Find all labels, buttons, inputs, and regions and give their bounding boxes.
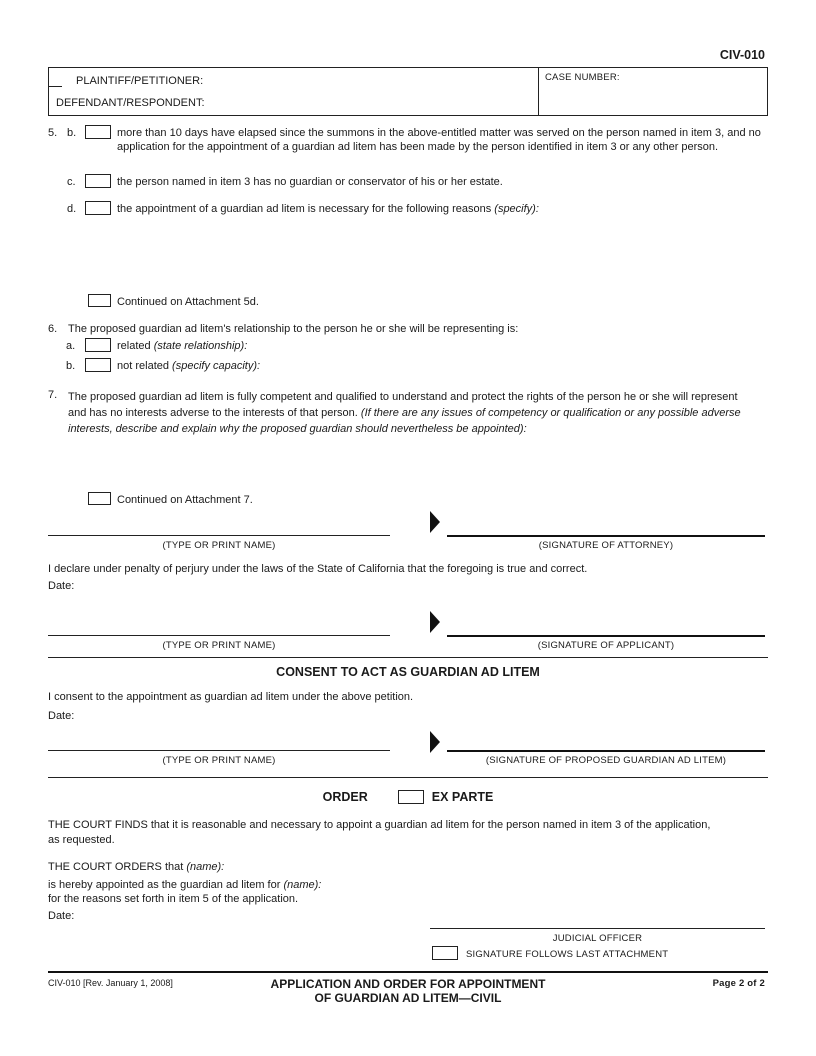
- item5c-letter: c.: [67, 176, 76, 188]
- item6a-text-specify: (state relationship):: [153, 340, 248, 352]
- consent-heading: CONSENT TO ACT AS GUARDIAN AD LITEM: [276, 665, 540, 679]
- item7-text-specify: (If there are any issues of competency or qualification or any possible adverse interests, describe and explain why the proposed guardian should nevertheless be appointed):: [68, 407, 741, 435]
- item6a-text: [117, 340, 247, 352]
- item6-number: 6.: [48, 323, 58, 335]
- caption-box-divider: [538, 68, 539, 115]
- signature-arrow-icon: [430, 731, 440, 753]
- judicial-officer-label: JUDICIAL OFFICER: [552, 933, 643, 944]
- sig2-sig-label: (SIGNATURE OF APPLICANT): [537, 640, 675, 651]
- item5d-text-normal: the appointment of a guardian ad litem is necessary for the following reasons: [117, 203, 495, 215]
- applicant-name-line[interactable]: [48, 635, 390, 636]
- item7-text: [68, 389, 744, 437]
- guardian-name-line[interactable]: [48, 750, 390, 751]
- sig2-name-label: (TYPE OR PRINT NAME): [162, 640, 276, 651]
- checkbox-6a[interactable]: [85, 338, 111, 352]
- perjury-declaration: I declare under penalty of perjury under the laws of the State of California that the foregoing is true and correct.: [48, 563, 588, 575]
- order-heading: ORDER: [322, 790, 368, 804]
- footer-divider: [48, 971, 768, 973]
- caption-box: [48, 67, 768, 116]
- item5b-letter: b.: [67, 127, 77, 139]
- item7-text-normal: The proposed guardian ad litem is fully competent and qualified to understand and protect the rights of the person he or she will represent and has no interests adverse to the interests of that person.: [68, 391, 738, 419]
- item5d-letter: d.: [67, 203, 77, 215]
- attorney-name-line[interactable]: [48, 535, 390, 536]
- case-number-label: CASE NUMBER:: [545, 72, 620, 83]
- ex-parte-label: EX PARTE: [431, 790, 494, 804]
- date-label-2: Date:: [48, 710, 75, 722]
- signature-follows-label: SIGNATURE FOLLOWS LAST ATTACHMENT: [466, 949, 669, 960]
- date-field-1[interactable]: [48, 580, 74, 592]
- item6-intro: The proposed guardian ad litem's relationship to the person he or she will be representing is:: [68, 323, 519, 335]
- appointed-name: (name):: [283, 879, 322, 891]
- sig3-name-label: (TYPE OR PRINT NAME): [162, 755, 276, 766]
- checkbox-6b[interactable]: [85, 358, 111, 372]
- judicial-officer-signature-line[interactable]: [430, 928, 765, 929]
- checkbox-5b[interactable]: [85, 125, 111, 139]
- date-field-3[interactable]: [48, 910, 74, 922]
- sig1-sig-label: (SIGNATURE OF ATTORNEY): [538, 540, 674, 551]
- footer-revision: CIV-010 [Rev. January 1, 2008]: [48, 978, 173, 988]
- item6a-letter: a.: [66, 340, 76, 352]
- item5b-text: more than 10 days have elapsed since the summons in the above-entitled matter was served on the person named in item 3, and no application for the appointment of a guardian ad litem has been made by the person identified in item 3 or any other person.: [117, 127, 761, 153]
- item6b-text-normal: not related: [117, 360, 173, 372]
- appointed-prefix: is hereby appointed as the guardian ad litem for: [48, 879, 284, 891]
- signature-arrow-icon: [430, 511, 440, 533]
- item5-number: 5.: [48, 127, 58, 139]
- checkbox-5d[interactable]: [85, 201, 111, 215]
- date-label-3: Date:: [48, 910, 75, 922]
- plaintiff-field[interactable]: [76, 75, 203, 87]
- court-orders-prefix: THE COURT ORDERS that: [48, 861, 187, 873]
- court-finds-text: THE COURT FINDS that it is reasonable and necessary to appoint a guardian ad litem for the person named in item 3 of the application, as requested.: [48, 819, 711, 846]
- checkbox-signature-follows[interactable]: [432, 946, 458, 960]
- item5d-text: [117, 203, 761, 215]
- date-field-2[interactable]: [48, 710, 74, 722]
- plaintiff-label: PLAINTIFF/PETITIONER:: [76, 75, 204, 87]
- applicant-signature-line[interactable]: [447, 635, 765, 637]
- item6b-text: [117, 360, 260, 372]
- defendant-field[interactable]: [56, 97, 205, 109]
- court-orders-name: (name):: [186, 861, 225, 873]
- footer-page-number: Page 2 of 2: [712, 978, 765, 989]
- caption-bracket-mark: [49, 86, 62, 87]
- item5d-text-specify: (specify):: [494, 203, 539, 215]
- footer-title-line1: APPLICATION AND ORDER FOR APPOINTMENT: [270, 977, 546, 991]
- attachment-5d-label: Continued on Attachment 5d.: [117, 296, 259, 308]
- attorney-signature-line[interactable]: [447, 535, 765, 537]
- consent-section-divider: [48, 657, 768, 658]
- case-number-field[interactable]: [545, 72, 763, 83]
- item5c-text: the person named in item 3 has no guardian or conservator of his or her estate.: [117, 176, 503, 188]
- court-orders-line: [48, 861, 224, 873]
- order-section-divider: [48, 777, 768, 778]
- defendant-label: DEFENDANT/RESPONDENT:: [56, 97, 205, 109]
- checkbox-attachment-7[interactable]: [88, 492, 111, 505]
- checkbox-attachment-5d[interactable]: [88, 294, 111, 307]
- footer-title: [208, 978, 608, 1005]
- order-heading-row: [0, 790, 816, 804]
- sig1-name-label: (TYPE OR PRINT NAME): [162, 540, 276, 551]
- footer-title-line2: OF GUARDIAN AD LITEM—CIVIL: [314, 990, 502, 1005]
- guardian-signature-line[interactable]: [447, 750, 765, 752]
- attachment-7-label: Continued on Attachment 7.: [117, 494, 253, 506]
- signature-arrow-icon: [430, 611, 440, 633]
- item6b-letter: b.: [66, 360, 76, 372]
- appointed-line: [48, 879, 321, 891]
- date-label-1: Date:: [48, 580, 75, 592]
- checkbox-5c[interactable]: [85, 174, 111, 188]
- item6b-text-specify: (specify capacity):: [172, 360, 261, 372]
- form-number: CIV-010: [719, 48, 765, 62]
- checkbox-ex-parte[interactable]: [398, 790, 424, 804]
- item6a-text-normal: related: [117, 340, 154, 352]
- consent-text: I consent to the appointment as guardian ad litem under the above petition.: [48, 691, 414, 703]
- item7-number: 7.: [48, 389, 58, 401]
- sig3-sig-label: (SIGNATURE OF PROPOSED GUARDIAN AD LITEM): [485, 755, 727, 766]
- reasons-line: for the reasons set forth in item 5 of the application.: [48, 893, 299, 905]
